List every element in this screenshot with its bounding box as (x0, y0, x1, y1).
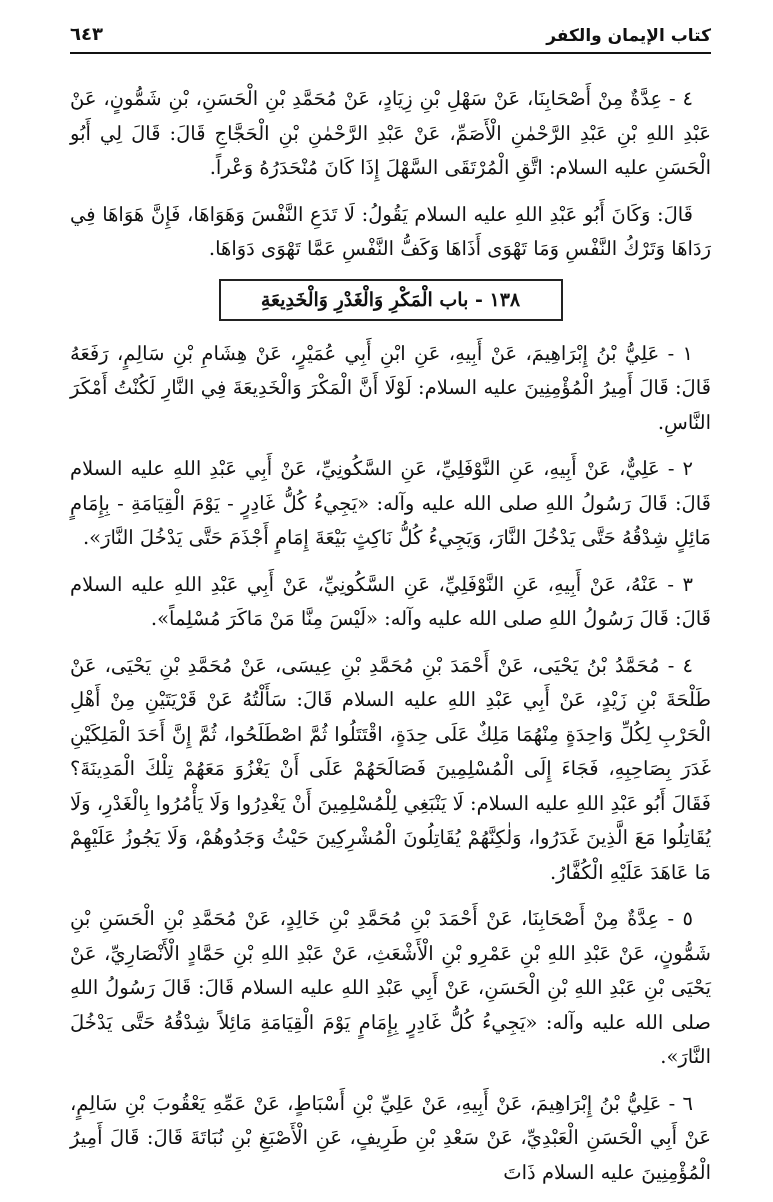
hadith-paragraph: ٤ - عِدَّةٌ مِنْ أَصْحَابِنَا، عَنْ سَهْلِ بْنِ زِيَادٍ، عَنْ مُحَمَّدِ بْنِ الْحَسَنِ، بْنِ شَمُّونٍ، عَنْ عَبْدِ اللهِ بْنِ عَبْدِ الرَّحْمٰنِ الْأَصَمِّ، عَنْ عَبْدِ الرَّحْمٰنِ بْنِ الْحَجَّاجِ قَالَ: قَالَ لِي أَبُو الْحَسَنِ عليه السلام: اتَّقِ الْمُرْتَقَى السَّهْلَ إِذَا كَانَ مُنْحَدَرُهُ وَعْراً. (70, 87, 711, 179)
page-body (70, 82, 711, 1202)
chapter-title: ١٣٨ - باب الْمَكْرِ وَالْغَدْرِ وَالْخَدِيعَةِ (219, 279, 563, 321)
hadith-paragraph: ١ - عَلِيُّ بْنُ إِبْرَاهِيمَ، عَنْ أَبِيهِ، عَنِ ابْنِ أَبِي عُمَيْرٍ، عَنْ هِشَامِ بْنِ سَالِمٍ، رَفَعَهُ قَالَ: قَالَ أَمِيرُ الْمُؤْمِنِينَ عليه السلام: لَوْلَا أَنَّ الْمَكْرَ وَالْخَدِيعَةَ فِي النَّارِ لَكُنْتُ أَمْكَرَ النَّاسِ. (70, 341, 711, 434)
book-title: كتاب الإيمان والكفر (546, 26, 711, 46)
page-header (70, 22, 711, 54)
hadith-paragraph: ٣ - عَنْهُ، عَنْ أَبِيهِ، عَنِ النَّوْفَلِيِّ، عَنِ السَّكُونِيِّ، عَنْ أَبِي عَبْدِ اللهِ عليه السلام قَالَ: قَالَ رَسُولُ اللهِ صلى الله عليه وآله: «لَيْسَ مِنَّا مَنْ مَاكَرَ مُسْلِماً». (70, 572, 711, 630)
hadith-paragraph: ٤ - مُحَمَّدُ بْنُ يَحْيَى، عَنْ أَحْمَدَ بْنِ مُحَمَّدِ بْنِ عِيسَى، عَنْ مُحَمَّدِ بْنِ يَحْيَى، عَنْ طَلْحَةَ بْنِ زَيْدٍ، عَنْ أَبِي عَبْدِ اللهِ عليه السلام قَالَ: سَأَلْتُهُ عَنْ قَرْيَتَيْنِ مِنْ أَهْلِ الْحَرْبِ لِكُلِّ وَاحِدَةٍ مِنْهُمَا مَلِكٌ عَلَى حِدَةٍ، اقْتَتَلُوا ثُمَّ اصْطَلَحُوا، ثُمَّ إِنَّ أَحَدَ الْمَلِكَيْنِ غَدَرَ بِصَاحِبِهِ، فَجَاءَ إِلَى الْمُسْلِمِينَ فَصَالَحَهُمْ عَلَى أَنْ يَغْزُوَ مَعَهُمْ تِلْكَ الْمَدِينَةَ؟ فَقَالَ أَبُو عَبْدِ اللهِ عليه السلام: لَا يَنْبَغِي لِلْمُسْلِمِينَ أَنْ يَغْدِرُوا وَلَا يَأْمُرُوا بِالْغَدْرِ، وَلَا يُقَاتِلُوا مَعَ الَّذِينَ غَدَرُوا، وَلٰكِنَّهُمْ يُقَاتِلُونَ الْمُشْرِكِينَ حَيْثُ وَجَدُوهُمْ، وَلَا يَجُوزُ عَلَيْهِمْ مَا عَاهَدَ عَلَيْهِ الْكُفَّارُ. (70, 653, 711, 884)
hadith-paragraph: ٥ - عِدَّةٌ مِنْ أَصْحَابِنَا، عَنْ أَحْمَدَ بْنِ مُحَمَّدِ بْنِ خَالِدٍ، عَنْ مُحَمَّدِ بْنِ الْحَسَنِ بْنِ شَمُّونٍ، عَنْ عَبْدِ اللهِ بْنِ عَمْرِو بْنِ الْأَشْعَثِ، عَنْ عَبْدِ اللهِ بْنِ حَمَّادٍ الْأَنْصَارِيِّ، عَنْ يَحْيَى بْنِ عَبْدِ اللهِ بْنِ الْحَسَنِ، عَنْ أَبِي عَبْدِ اللهِ عليه السلام قَالَ: قَالَ رَسُولُ اللهِ صلى الله عليه وآله: «يَجِيءُ كُلُّ غَادِرٍ بِإِمَامٍ يَوْمَ الْقِيَامَةِ مَائِلاً شِدْقُهُ حَتَّى يَدْخُلَ النَّارَ». (70, 907, 711, 1068)
hadith-paragraph: ٢ - عَلِيٌّ، عَنْ أَبِيهِ، عَنِ النَّوْفَلِيِّ، عَنِ السَّكُونِيِّ، عَنْ أَبِي عَبْدِ اللهِ عليه السلام قَالَ: قَالَ رَسُولُ اللهِ صلى الله عليه وآله: «يَجِيءُ كُلُّ غَادِرٍ - يَوْمَ الْقِيَامَةِ - بِإِمَامٍ مَائِلٍ شِدْقُهُ حَتَّى يَدْخُلَ النَّارَ، وَيَجِيءُ كُلُّ نَاكِثٍ بَيْعَةَ إِمَامٍ أَجْذَمَ حَتَّى يَدْخُلَ النَّارَ». (70, 457, 711, 549)
hadith-paragraph: قَالَ: وَكَانَ أَبُو عَبْدِ اللهِ عليه السلام يَقُولُ: لَا تَدَعِ النَّفْسَ وَهَوَاهَا، فَإِنَّ هَوَاهَا فِي رَدَاهَا وَتَرْكُ النَّفْسِ وَمَا تَهْوَى أَذَاهَا وَكَفُّ النَّفْسِ عَمَّا تَهْوَى دَوَاهَا. (70, 202, 711, 260)
hadith-paragraph: ٦ - عَلِيُّ بْنُ إِبْرَاهِيمَ، عَنْ أَبِيهِ، عَنْ عَلِيِّ بْنِ أَسْبَاطٍ، عَنْ عَمِّهِ يَعْقُوبَ بْنِ سَالِمٍ، عَنْ أَبِي الْحَسَنِ الْعَبْدِيِّ، عَنْ سَعْدِ بْنِ طَرِيفٍ، عَنِ الْأَصْبَغِ بْنِ نُبَاتَةَ قَالَ: قَالَ أَمِيرُ الْمُؤْمِنِينَ عليه السلام ذَاتَ (70, 1091, 711, 1184)
page-number: ٦٤٣ (70, 24, 103, 45)
